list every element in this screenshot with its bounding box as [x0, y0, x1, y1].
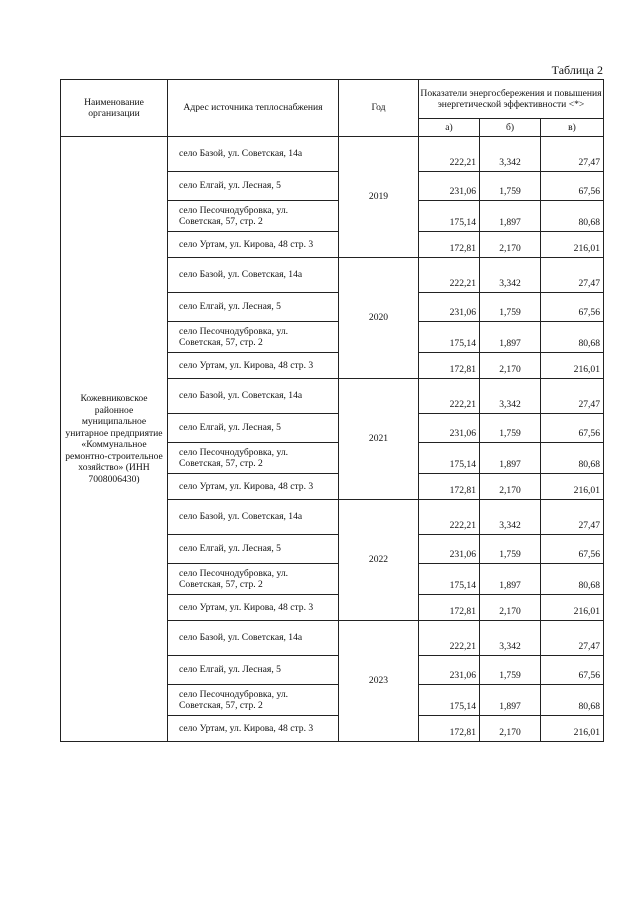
address-cell: село Елгай, ул. Лесная, 5: [168, 535, 339, 564]
indicator-c-cell: 80,68: [541, 564, 604, 595]
address-cell: село Песочнодубровка, ул. Советская, 57, стр. 2: [168, 201, 339, 232]
header-sub-b: б): [480, 119, 541, 137]
indicator-c-cell: 80,68: [541, 201, 604, 232]
address-cell: село Елгай, ул. Лесная, 5: [168, 414, 339, 443]
organization-name: Кожевниковское районное муниципальное унитарное предприятие «Коммунальное ремонтно-строительное хозяйство» (ИНН 7008006430): [61, 137, 168, 742]
indicator-c-cell: 27,47: [541, 500, 604, 535]
indicator-c-cell: 216,01: [541, 474, 604, 500]
indicator-b-cell: 1,897: [480, 564, 541, 595]
indicator-b-cell: 2,170: [480, 595, 541, 621]
indicator-a-cell: 231,06: [419, 172, 480, 201]
indicator-a-cell: 172,81: [419, 353, 480, 379]
header-org: Наименование организации: [61, 80, 168, 137]
address-cell: село Елгай, ул. Лесная, 5: [168, 293, 339, 322]
indicator-c-cell: 27,47: [541, 137, 604, 172]
address-cell: село Песочнодубровка, ул. Советская, 57, стр. 2: [168, 322, 339, 353]
year-cell: 2021: [339, 379, 419, 500]
address-cell: село Елгай, ул. Лесная, 5: [168, 172, 339, 201]
indicator-b-cell: 3,342: [480, 621, 541, 656]
table-body: [61, 137, 604, 742]
address-cell: село Уртам, ул. Кирова, 48 стр. 3: [168, 232, 339, 258]
address-cell: село Песочнодубровка, ул. Советская, 57, стр. 2: [168, 564, 339, 595]
indicator-b-cell: 1,897: [480, 443, 541, 474]
year-cell: 2020: [339, 258, 419, 379]
indicator-c-cell: 80,68: [541, 443, 604, 474]
indicator-c-cell: 216,01: [541, 232, 604, 258]
indicator-a-cell: 231,06: [419, 535, 480, 564]
indicator-c-cell: 67,56: [541, 414, 604, 443]
indicator-a-cell: 231,06: [419, 414, 480, 443]
indicator-a-cell: 175,14: [419, 564, 480, 595]
indicator-a-cell: 175,14: [419, 685, 480, 716]
year-cell: 2022: [339, 500, 419, 621]
year-cell: 2023: [339, 621, 419, 742]
header-address: Адрес источника теплоснабжения: [168, 80, 339, 137]
indicator-c-cell: 216,01: [541, 716, 604, 742]
indicator-b-cell: 2,170: [480, 353, 541, 379]
indicator-b-cell: 1,759: [480, 535, 541, 564]
indicator-c-cell: 67,56: [541, 172, 604, 201]
indicator-a-cell: 172,81: [419, 716, 480, 742]
address-cell: село Уртам, ул. Кирова, 48 стр. 3: [168, 474, 339, 500]
address-cell: село Елгай, ул. Лесная, 5: [168, 656, 339, 685]
indicator-a-cell: 175,14: [419, 443, 480, 474]
indicator-b-cell: 3,342: [480, 379, 541, 414]
indicator-c-cell: 27,47: [541, 379, 604, 414]
header-year: Год: [339, 80, 419, 137]
address-cell: село Базой, ул. Советская, 14а: [168, 621, 339, 656]
indicator-c-cell: 27,47: [541, 258, 604, 293]
indicator-a-cell: 175,14: [419, 322, 480, 353]
indicator-b-cell: 3,342: [480, 137, 541, 172]
indicator-b-cell: 1,759: [480, 293, 541, 322]
energy-efficiency-table: [60, 79, 604, 742]
table-row: [61, 137, 604, 172]
indicator-c-cell: 216,01: [541, 353, 604, 379]
indicator-b-cell: 1,897: [480, 201, 541, 232]
indicator-a-cell: 222,21: [419, 500, 480, 535]
header-indicators: Показатели энергосбережения и повышения энергетической эффективности <*>: [419, 80, 604, 119]
table-caption: Таблица 2: [551, 63, 603, 77]
indicator-b-cell: 1,759: [480, 656, 541, 685]
indicator-b-cell: 1,897: [480, 685, 541, 716]
address-cell: село Базой, ул. Советская, 14а: [168, 379, 339, 414]
header-sub-a: а): [419, 119, 480, 137]
year-cell: 2019: [339, 137, 419, 258]
address-cell: село Уртам, ул. Кирова, 48 стр. 3: [168, 353, 339, 379]
indicator-c-cell: 80,68: [541, 322, 604, 353]
indicator-c-cell: 27,47: [541, 621, 604, 656]
indicator-b-cell: 2,170: [480, 232, 541, 258]
indicator-a-cell: 222,21: [419, 137, 480, 172]
indicator-a-cell: 172,81: [419, 595, 480, 621]
address-cell: село Базой, ул. Советская, 14а: [168, 500, 339, 535]
indicator-a-cell: 222,21: [419, 621, 480, 656]
indicator-b-cell: 1,897: [480, 322, 541, 353]
indicator-c-cell: 216,01: [541, 595, 604, 621]
indicator-b-cell: 3,342: [480, 258, 541, 293]
indicator-b-cell: 2,170: [480, 716, 541, 742]
indicator-b-cell: 1,759: [480, 172, 541, 201]
address-cell: село Песочнодубровка, ул. Советская, 57, стр. 2: [168, 685, 339, 716]
indicator-c-cell: 67,56: [541, 293, 604, 322]
indicator-a-cell: 222,21: [419, 379, 480, 414]
header-sub-c: в): [541, 119, 604, 137]
address-cell: село Песочнодубровка, ул. Советская, 57, стр. 2: [168, 443, 339, 474]
indicator-c-cell: 67,56: [541, 535, 604, 564]
indicator-a-cell: 222,21: [419, 258, 480, 293]
indicator-a-cell: 172,81: [419, 474, 480, 500]
indicator-b-cell: 2,170: [480, 474, 541, 500]
indicator-b-cell: 3,342: [480, 500, 541, 535]
indicator-c-cell: 67,56: [541, 656, 604, 685]
address-cell: село Уртам, ул. Кирова, 48 стр. 3: [168, 595, 339, 621]
address-cell: село Базой, ул. Советская, 14а: [168, 137, 339, 172]
indicator-c-cell: 80,68: [541, 685, 604, 716]
indicator-a-cell: 231,06: [419, 656, 480, 685]
address-cell: село Уртам, ул. Кирова, 48 стр. 3: [168, 716, 339, 742]
address-cell: село Базой, ул. Советская, 14а: [168, 258, 339, 293]
indicator-b-cell: 1,759: [480, 414, 541, 443]
indicator-a-cell: 231,06: [419, 293, 480, 322]
indicator-a-cell: 172,81: [419, 232, 480, 258]
indicator-a-cell: 175,14: [419, 201, 480, 232]
